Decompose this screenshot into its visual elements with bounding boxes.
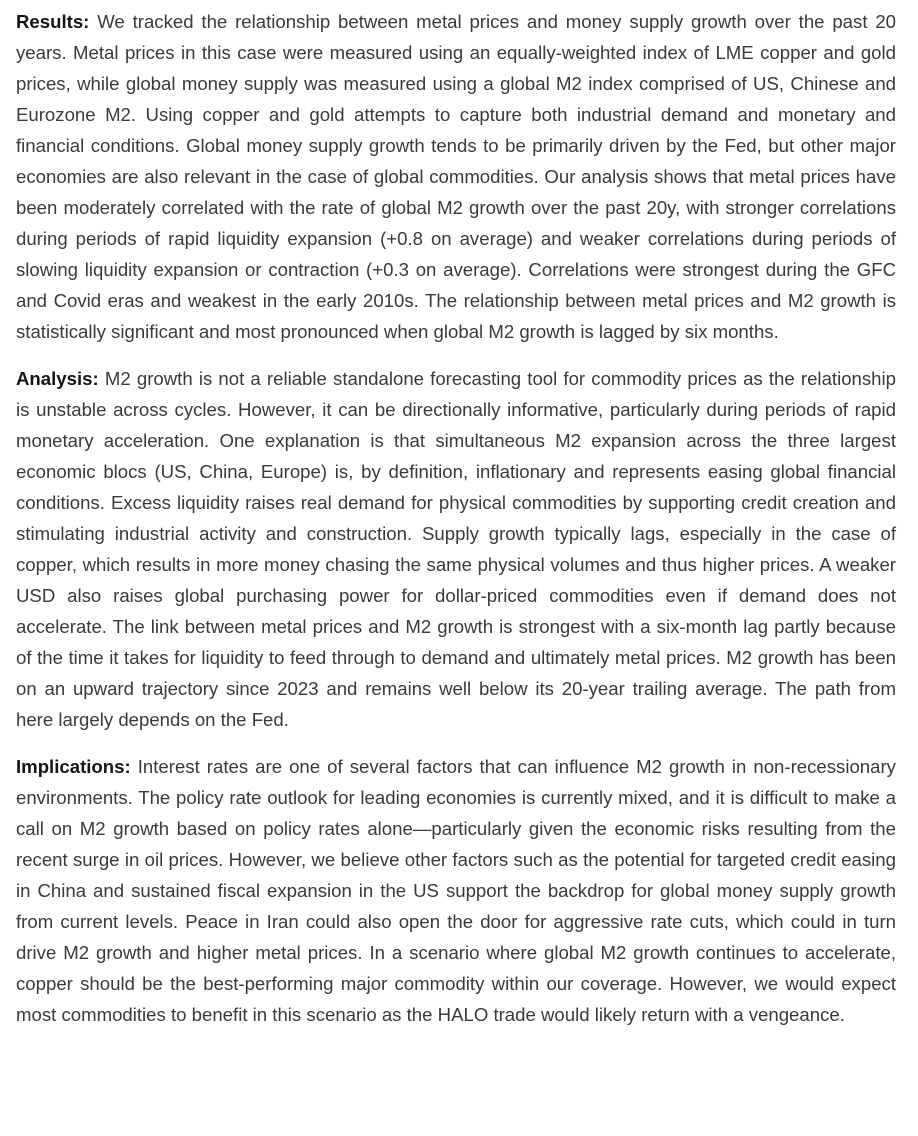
analysis-paragraph [16,363,896,735]
analysis-body: M2 growth is not a reliable standalone forecasting tool for commodity prices as the relationship is unstable across cycles. However, it can be directionally informative, particularly during periods of rapid monetary acceleration. One explanation is that simultaneous M2 expansion across the three largest economic blocs (US, China, Europe) is, by definition, inflationary and represents easing global financial conditions. Excess liquidity raises real demand for physical commodities by supporting credit creation and stimulating industrial activity and construction. Supply growth typically lags, especially in the case of copper, which results in more money chasing the same physical volumes and thus higher prices. A weaker USD also raises global purchasing power for dollar-priced commodities even if demand does not accelerate. The link between metal prices and M2 growth is strongest with a six-month lag partly because of the time it takes for liquidity to feed through to demand and ultimately metal prices. M2 growth has been on an upward trajectory since 2023 and remains well below its 20-year trailing average. The path from here largely depends on the Fed. [16,368,896,730]
results-heading: Results: [16,11,90,32]
implications-heading: Implications: [16,756,131,777]
results-paragraph [16,6,896,347]
results-body: We tracked the relationship between metal prices and money supply growth over the past 20 years. Metal prices in this case were measured using an equally-weighted index of LME copper and gold prices, while global money supply was measured using a global M2 index comprised of US, Chinese and Eurozone M2. Using copper and gold attempts to capture both industrial demand and monetary and financial conditions. Global money supply growth tends to be primarily driven by the Fed, but other major economies are also relevant in the case of global commodities. Our analysis shows that metal prices have been moderately correlated with the rate of global M2 growth over the past 20y, with stronger correlations during periods of rapid liquidity expansion (+0.8 on average) and weaker correlations during periods of slowing liquidity expansion or contraction (+0.3 on average). Correlations were strongest during the GFC and Covid eras and weakest in the early 2010s. The relationship between metal prices and M2 growth is statistically significant and most pronounced when global M2 growth is lagged by six months. [16,11,896,342]
implications-paragraph [16,751,896,1030]
implications-body: Interest rates are one of several factors that can influence M2 growth in non-recessionary environments. The policy rate outlook for leading economies is currently mixed, and it is difficult to make a call on M2 growth based on policy rates alone—particularly given the economic risks resulting from the recent surge in oil prices. However, we believe other factors such as the potential for targeted credit easing in China and sustained fiscal expansion in the US support the backdrop for global money supply growth from current levels. Peace in Iran could also open the door for aggressive rate cuts, which could in turn drive M2 growth and higher metal prices. In a scenario where global M2 growth continues to accelerate, copper should be the best-performing major commodity within our coverage. However, we would expect most commodities to benefit in this scenario as the HALO trade would likely return with a vengeance. [16,756,896,1025]
document-page [16,6,896,1046]
analysis-heading: Analysis: [16,368,99,389]
